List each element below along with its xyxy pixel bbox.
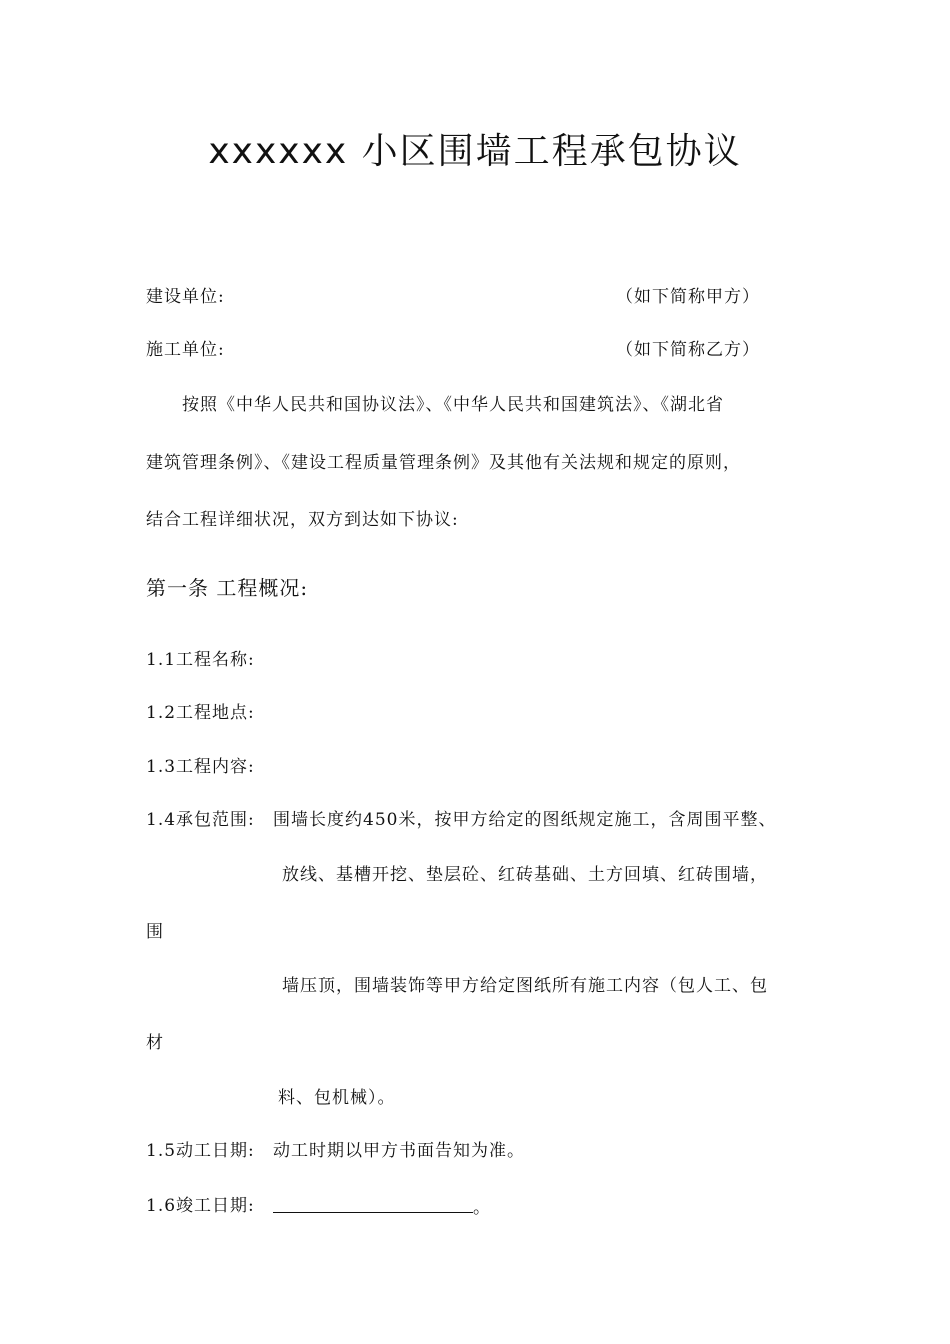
preamble-line-3: 结合工程详细状况，双方到达如下协议: [146, 510, 459, 530]
builder-note: （如下简称甲方） [616, 287, 760, 307]
item-1-6-value [273, 1194, 491, 1220]
item-1-5-text: 动工时期以甲方书面告知为准。 [273, 1141, 525, 1161]
contractor-label: 施工单位: [146, 340, 225, 360]
item-1-4-wrap-2: 材 [146, 1033, 164, 1053]
item-1-4-label: 1.4承包范围: [146, 810, 255, 830]
preamble-line-1: 按照《中华人民共和国协议法》、《中华人民共和国建筑法》、《湖北省 [182, 395, 724, 415]
item-1-4-line-2: 放线、基槽开挖、垫层砼、红砖基础、土方回填、红砖围墙， [282, 865, 768, 885]
item-1-4-line-4: 料、包机械）。 [278, 1088, 396, 1108]
item-1-4-line-3: 墙压顶，围墙装饰等甲方给定图纸所有施工内容（包人工、包 [282, 976, 768, 996]
item-1-4-line-1: 围墙长度约450米，按甲方给定的图纸规定施工，含周围平整、 [273, 810, 777, 830]
preamble-line-2: 建筑管理条例》、《建设工程质量管理条例》及其他有关法规和规定的原则， [146, 453, 741, 473]
item-1-6-end: 。 [473, 1198, 491, 1218]
contractor-note: （如下简称乙方） [616, 340, 760, 360]
item-1-5-label: 1.5动工日期: [146, 1141, 255, 1161]
article-1-heading: 第一条 工程概况: [146, 576, 309, 600]
builder-label: 建设单位: [146, 287, 225, 307]
item-1-6-label: 1.6竣工日期: [146, 1196, 255, 1216]
document-title: xxxxxx 小区围墙工程承包协议 [208, 131, 742, 172]
item-1-2: 1.2工程地点: [146, 703, 255, 723]
item-1-3: 1.3工程内容: [146, 757, 255, 777]
item-1-4-wrap-1: 围 [146, 922, 164, 942]
completion-date-blank [273, 1194, 473, 1213]
item-1-1: 1.1工程名称: [146, 650, 255, 670]
